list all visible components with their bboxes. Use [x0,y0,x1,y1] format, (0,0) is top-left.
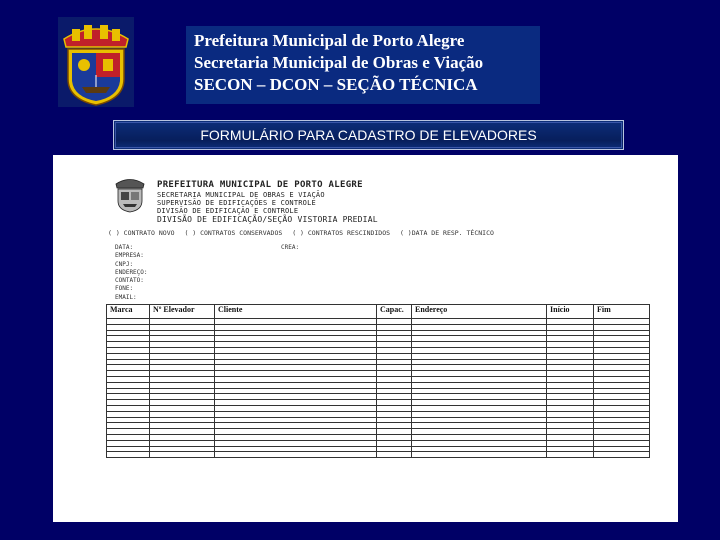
field-cnpj: CNPJ: [115,260,134,268]
column-capacity: Capac. [377,305,412,319]
option-new-contract: ( ) CONTRATO NOVO [108,229,175,237]
table-cell [412,452,547,458]
column-brand: Marca [107,305,150,319]
table-header-row [107,305,650,319]
option-conserved-contracts: ( ) CONTRATOS CONSERVADOS [184,229,283,237]
option-rescinded-contracts: ( ) CONTRATOS RESCINDIDOS [292,229,391,237]
table-cell [150,452,215,458]
column-client: Cliente [215,305,377,319]
document-subline: SUPERVISÃO DE EDIFICAÇÕES E CONTROLE [157,199,316,207]
option-technical-responsible-date: ( )DATA DE RESP. TÉCNICO [399,229,494,237]
document-subheading: DIVISÃO DE EDIFICAÇÃO/SEÇÃO VISTORIA PREDIAL [157,215,378,224]
document-header [157,180,378,225]
field-phone: FONE: [115,285,134,293]
table-body [107,319,650,458]
table-cell [107,452,150,458]
elevator-table [106,304,650,458]
contract-options [108,229,500,237]
document-heading: PREFEITURA MUNICIPAL DE PORTO ALEGRE [157,180,363,190]
field-crea: CREA: [281,244,300,251]
document-subline: SECRETARIA MUNICIPAL DE OBRAS E VIAÇÃO [157,191,325,199]
column-elevator-number: Nº Elevador [150,305,215,319]
column-start: Início [547,305,594,319]
field-date: DATA: [115,244,134,251]
field-company: EMPRESA: [115,252,144,260]
header-line-1: Prefeitura Municipal de Porto Alegre [194,31,465,50]
table-cell [377,452,412,458]
company-fields [115,244,148,302]
table-cell [594,452,650,458]
column-address: Endereço [412,305,547,319]
column-end: Fim [594,305,650,319]
field-contact: CONTATO: [115,277,144,285]
field-address: ENDEREÇO: [115,268,148,276]
field-email: EMAIL: [115,293,137,301]
header-line-3: SECON – DCON – SEÇÃO TÉCNICA [194,75,478,94]
table-cell [547,452,594,458]
header-line-2: Secretaria Municipal de Obras e Viação [194,53,484,72]
header-box [186,26,540,104]
table-cell [215,452,377,458]
document-coat-of-arms-icon [114,175,146,213]
table-row [107,452,650,458]
document-subline: DIVISÃO DE EDIFICAÇÃO E CONTROLE [157,207,299,215]
city-coat-of-arms-icon [58,17,134,107]
form-document-image [53,155,678,522]
form-title: FORMULÁRIO PARA CADASTRO DE ELEVADORES [113,120,624,150]
